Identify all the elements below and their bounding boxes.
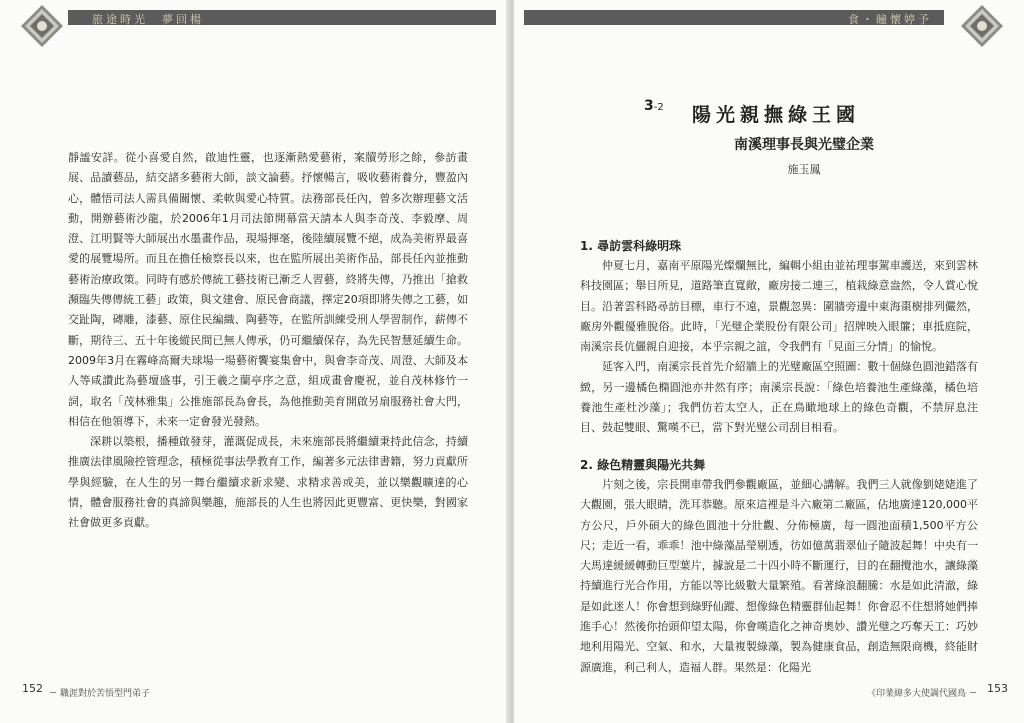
- footer-rule: [50, 692, 56, 693]
- page-number: 152: [22, 682, 43, 695]
- running-header: 食・瞳懷婷予: [848, 13, 932, 26]
- article-author: 施玉鳳: [787, 163, 821, 176]
- article-subtitle: 南溪理事長與光璧企業: [734, 137, 874, 153]
- section-number: 3-2: [644, 98, 664, 114]
- right-page: [514, 0, 1024, 723]
- paragraph: 靜謐安詳。從小喜愛自然，啟迪性靈，也逐漸熱愛藝術，案牘勞形之餘，參訪畫展、品讀藝品，結交諸多藝術大師，談文論藝。抒懷暢言，吸收藝術養分，豐盈內心，體悟司法人需具備關懷、柔軟與愛心特質。法務部長任內，曾多次辦理藝文活動，開辦藝術沙龍，於2006年1月司法節開幕當天請本人與李奇茂、李毅摩、周澄、江明賢等大師展出水墨畫作品，現場揮毫，後陸續展覽不絕，成為美術界最喜愛的展覽場所。而且在擔任檢察長以來，也在監所展出美術作品，部長任內並推動藝術治療政策。同時有感於傳統工藝技術已漸乏人習藝，終將失傳，乃推出「搶救瀕臨失傳傳統工藝」政策，與文建會、原民會商議，擇定20項即將失傳之工藝，如交趾陶，磚雕，漆藝、原住民編織、陶藝等，在監所訓練受刑人學習制作，薪傳不斷，期待三、五十年後縱民間已無人傳承，仍可繼續保存，為先民智慧延續生命。2009年3月在霧峰高爾夫球場一場藝術饗宴集會中，與會李奇茂、周澄、大師及本人等咸讚此為藝壇盛事，引王羲之蘭亭序之意，組成畫會慶祝，並自茂林修竹一詞，取名「茂林雅集」公推施部長為會長，為他推動美育開啟另扇服務社會大門，相信在他領導下，未來一定會發光發熱。: [68, 151, 468, 428]
- article-title: 陽光親撫綠王國: [692, 104, 861, 126]
- ornamental-emblem-icon: [960, 4, 1004, 48]
- section-heading: 2. 綠色精靈與陽光共舞: [580, 458, 706, 472]
- running-footer: 職涯對於苦悟型門弟子: [60, 689, 151, 699]
- running-footer: 《印業緯多大使調代國鳥: [866, 689, 966, 699]
- section-body: [580, 256, 978, 439]
- page-number: 153: [987, 682, 1008, 695]
- section-body: [580, 475, 978, 678]
- left-page: [0, 0, 510, 723]
- footer-rule: [970, 692, 976, 693]
- paragraph: 延客入門，南溪宗長首先介紹牆上的光璧廠區空照圖：數十個綠色圓池錯落有緻，另一邊橘色橢圓池亦井然有序；南溪宗長說：「綠色培養池生產綠藻，橘色培養池生產杜沙藻」；我們仿若太空人，正在鳥瞰地球上的綠色奇觀，不禁屏息注目、鼓起雙眼、驚嘆不已，當下對光璧公司刮目相看。: [580, 360, 978, 435]
- ornamental-emblem-icon: [20, 4, 64, 48]
- paragraph: 仲夏七月，嘉南平原陽光燦爛無比，編輯小組由並祐理事駕車護送，來到雲林科技園區；舉目所見，道路筆直寬敞，廠房接二連三，植栽綠意盎然，令人賞心悅目。沿著雲科路尋訪目標，車行不遠，景觀忽異：圍牆旁邊中東海棗樹排列儼然，廠房外觀優雅脫俗。此時，「光璧企業股份有限公司」招牌映入眼簾；車抵庭院，南溪宗長伉儷親自迎接，本乎宗親之誼，令我們有「見面三分情」的愉悅。: [580, 259, 978, 354]
- paragraph: 深耕以築根，播種啟發芽，灌溉促成長，未來施部長將繼續秉持此信念，持續推廣法律風險控管理念，積極從事法學教育工作，編著多元法律書籍，努力貢獻所學與經驗，在人生的另一舞台繼續求新求變、求精求善或美，並以樂觀曠達的心情，體會服務社會的真諦與樂趣，施部長的人生也將因此更豐富、更快樂，對國家社會做更多貢獻。: [68, 435, 468, 530]
- section-heading: 1. 尋訪雲科綠明珠: [580, 239, 682, 253]
- body-text: [68, 148, 468, 534]
- running-header: 旅途時光 夢回楊: [92, 13, 204, 26]
- paragraph: 片刻之後，宗長開車帶我們參觀廠區，並細心講解。我們三人就像劉姥姥進了大觀園，張大眼睛，洗耳恭聽。原來這裡是斗六廠第二廠區，佔地廣達120,000平方公尺，戶外碩大的綠色圓池十分壯觀、分佈極廣，每一圓池面積1,500平方公尺；走近一看，乖乖！池中綠藻晶瑩剔透，彷如億萬翡翠仙子隨波起舞！中央有一大馬達緩緩轉動巨型葉片，據說是二十四小時不斷運行，目的在翻攪池水，讓綠藻持續進行光合作用，方能以等比級數大量繁殖。看著綠浪翻騰：水是如此清澈，綠是如此迷人！你會想到綠野仙蹤、想像綠色精靈群仙起舞！你會忍不住想將她們捧進手心！然後你抬頭仰望太陽，你會嘆造化之神奇奧妙、讚光璧之巧奪天工：巧妙地利用陽光、空氣、和水，大量複製綠藻，製為健康食品，創造無限商機，終能財源廣進，利己利人，造福人群。果然是：化陽光: [580, 478, 978, 674]
